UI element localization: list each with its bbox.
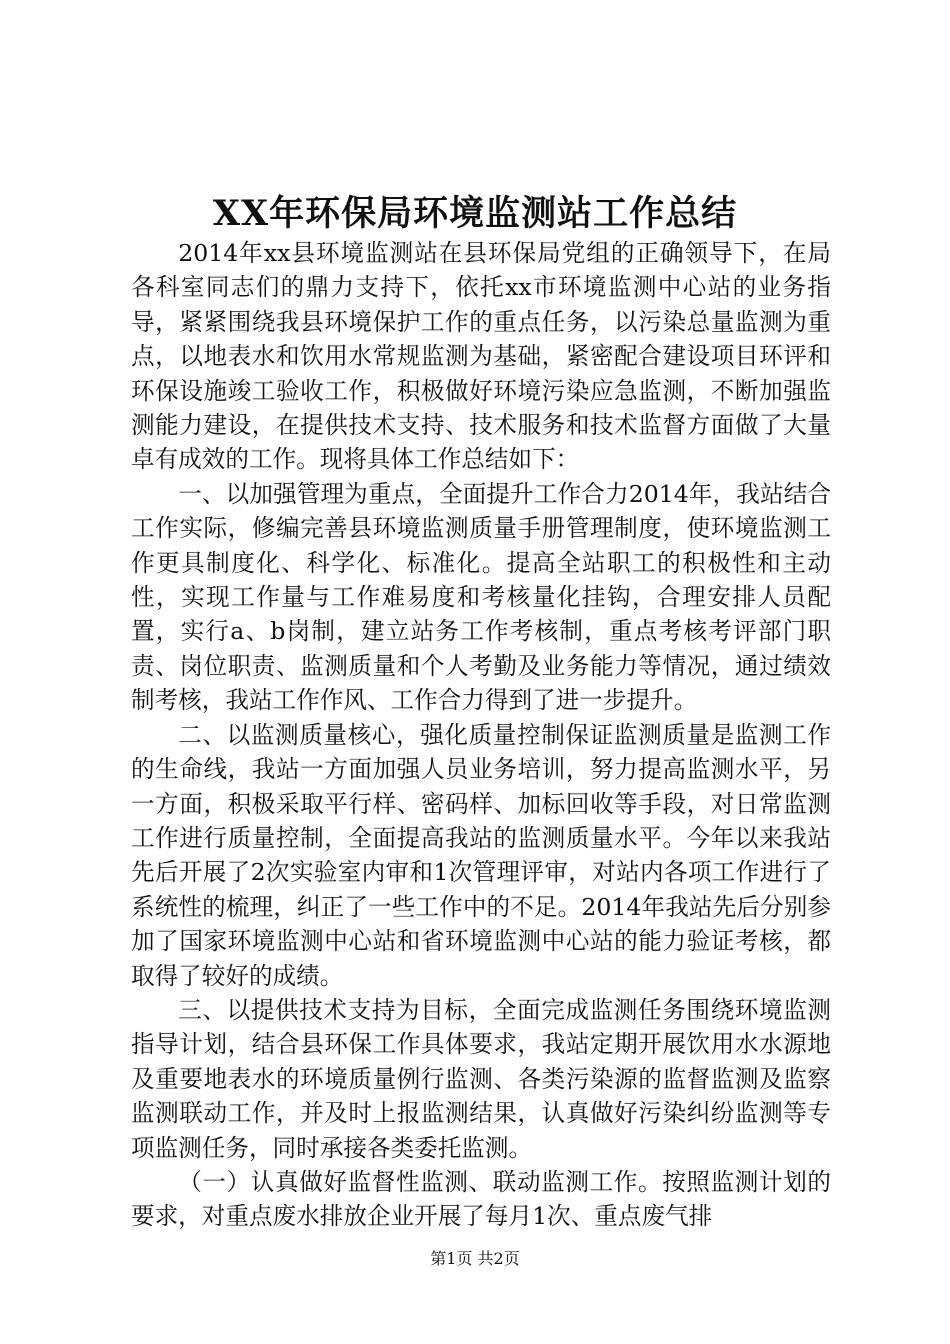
paragraph-subsection-1: （一）认真做好监督性监测、联动监测工作。按照监测计划的要求，对重点废水排放企业开展了每月1次、重点废气排 [131,1167,831,1231]
paragraph-intro: 2014年xx县环境监测站在县环保局党组的正确领导下，在局各科室同志们的鼎力支持下，依托xx市环境监测中心站的业务指导，紧紧围绕我县环境保护工作的重点任务，以污染总量监测为重点，以地表水和饮用水常规监测为基础，紧密配合建设项目环评和环保设施竣工验收工作，积极做好环境污染应急监测，不断加强监测能力建设，在提供技术支持、技术服务和技术监督方面做了大量卓有成效的工作。现将具体工作总结如下： [131,239,831,474]
page-number-footer: 第1页 共2页 [430,1249,520,1268]
document-title: XX年环保局环境监测站工作总结 [212,193,738,234]
document-body [131,236,831,1234]
paragraph-section-2: 二、以监测质量核心，强化质量控制保证监测质量是监测工作的生命线，我站一方面加强人员业务培训，努力提高监测水平，另一方面，积极采取平行样、密码样、加标回收等手段，对日常监测工作进行质量控制，全面提高我站的监测质量水平。今年以来我站先后开展了2次实验室内审和1次管理评审，对站内各项工作进行了系统性的梳理，纠正了一些工作中的不足。2014年我站先后分别参加了国家环境监测中心站和省环境监测中心站的能力验证考核，都取得了较好的成绩。 [131,720,831,990]
paragraph-section-1: 一、以加强管理为重点，全面提升工作合力2014年，我站结合工作实际，修编完善县环境监测质量手册管理制度，使环境监测工作更具制度化、科学化、标准化。提高全站职工的积极性和主动性，实现工作量与工作难易度和考核量化挂钩，合理安排人员配置，实行a、b岗制，建立站务工作考核制，重点考核考评部门职责、岗位职责、监测质量和个人考勤及业务能力等情况，通过绩效制考核，我站工作作风、工作合力得到了进一步提升。 [131,479,831,715]
paragraph-section-3: 三、以提供技术支持为目标，全面完成监测任务围绕环境监测指导计划，结合县环保工作具体要求，我站定期开展饮用水水源地及重要地表水的环境质量例行监测、各类污染源的监督监测及监察监测联动工作，并及时上报监测结果，认真做好污染纠纷监测等专项监测任务，同时承接各类委托监测。 [131,995,831,1162]
